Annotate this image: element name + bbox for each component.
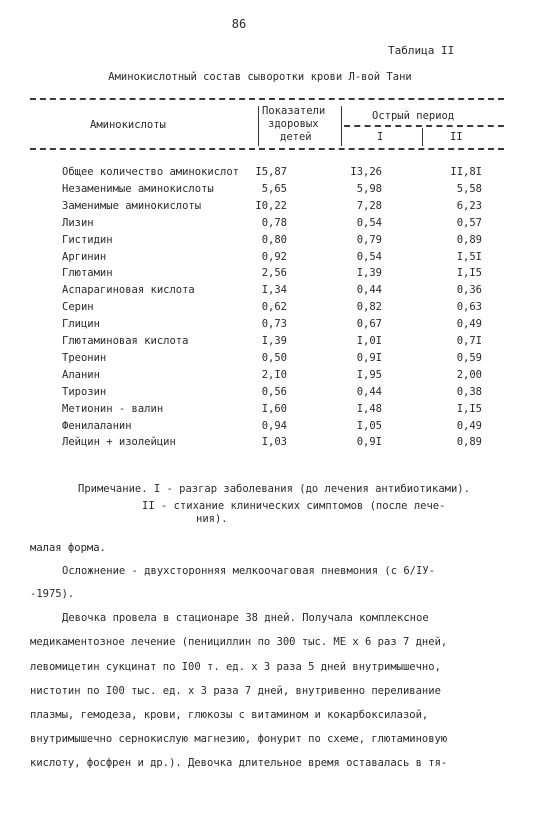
body-line-7: нистотин по I00 тыс. ед. х 3 раза 7 дней, внутривенно переливание (30, 685, 441, 697)
table-row (0, 352, 535, 367)
healthy-value: I,03 (261, 436, 287, 449)
period-2-value: 5,58 (456, 182, 482, 195)
period-1-value: 5,98 (356, 182, 382, 195)
healthy-value: 0,56 (261, 385, 287, 398)
table-row (0, 403, 535, 418)
table-label: Таблица II (388, 44, 455, 57)
period-2-value: I,5I (456, 250, 482, 263)
table-row (0, 301, 535, 316)
header-separator-right (341, 106, 342, 146)
body-line-10: кислоту, фосфрен и др.). Девочка длительное время оставалась в тя- (30, 757, 448, 769)
body-line-8: плазмы, гемодеза, крови, глюкозы с витамином и кокарбоксилазой, (30, 709, 429, 721)
healthy-value: I,34 (261, 284, 287, 297)
period-2-value: 0,49 (456, 318, 482, 331)
amino-acid-name: Метионин - валин (62, 402, 164, 415)
period-2-value: 2,00 (456, 368, 482, 381)
period-2-value: 0,89 (456, 233, 482, 246)
period-2-value: 0,57 (456, 216, 482, 229)
header-period-1: I (377, 131, 384, 143)
period-1-value: I,95 (356, 368, 382, 381)
period-2-value: 0,63 (456, 301, 482, 314)
amino-acid-name: Фенилаланин (62, 419, 132, 432)
healthy-value: 0,62 (261, 301, 287, 314)
table-row (0, 284, 535, 299)
period-1-value: I3,26 (350, 166, 382, 178)
body-line-9: внутримышечно сернокислую магнезию, фонурит по схеме, глютаминовую (30, 733, 448, 745)
period-1-value: 0,9I (356, 351, 382, 364)
header-acute-period: Острый период (372, 110, 455, 122)
healthy-value: I0,22 (255, 199, 287, 212)
amino-acid-name: Глицин (62, 318, 100, 331)
amino-acid-name: Аспарагиновая кислота (62, 284, 195, 297)
table-row (0, 420, 535, 435)
header-separator-sub (422, 128, 423, 146)
period-2-value: I,I5 (456, 402, 482, 415)
table-row (0, 234, 535, 249)
table-row (0, 318, 535, 333)
healthy-value: 0,73 (261, 318, 287, 331)
period-1-value: 0,54 (356, 216, 382, 229)
period-2-value: 0,49 (456, 419, 482, 432)
table-row (0, 183, 535, 198)
amino-acid-name: Аргинин (62, 250, 107, 263)
table-header-bottom-rule (30, 148, 504, 150)
period-2-value: 0,36 (456, 284, 482, 297)
table-row (0, 369, 535, 384)
period-1-value: 0,44 (356, 385, 382, 398)
table-row (0, 217, 535, 232)
header-separator-left (258, 106, 259, 146)
healthy-value: 0,80 (261, 233, 287, 246)
body-line-2: Осложнение - двухсторонняя мелкоочаговая пневмония (с 6/IУ- (62, 565, 435, 577)
note-line-2: II - стихание клинических симптомов (после лече- (142, 500, 446, 512)
period-1-value: 0,82 (356, 301, 382, 314)
period-1-value: 0,67 (356, 318, 382, 331)
amino-acid-name: Серин (62, 301, 94, 314)
page-number: 86 (231, 17, 247, 31)
amino-acid-name: Лейцин + изолейцин (62, 436, 176, 449)
healthy-value: I5,87 (255, 166, 287, 178)
amino-acid-name: Глютаминовая кислота (62, 335, 189, 347)
period-2-value: 0,89 (456, 436, 482, 449)
table-caption: Аминокислотный состав сыворотки крови Л-вой Тани (108, 71, 412, 83)
header-healthy-line3: детей (280, 131, 312, 143)
body-line-3: -1975). (30, 588, 75, 600)
amino-acid-name: Глютамин (62, 267, 113, 280)
table-top-rule (30, 98, 504, 100)
acute-period-rule (344, 125, 504, 127)
table-row (0, 267, 535, 282)
header-amino-acids: Аминокислоты (90, 119, 166, 131)
amino-acid-name: Аланин (62, 368, 100, 381)
amino-acid-name: Треонин (62, 351, 107, 364)
period-1-value: I,0I (356, 335, 382, 347)
healthy-value: 0,50 (261, 351, 287, 364)
amino-acid-name: Незаменимые аминокислоты (62, 182, 214, 195)
healthy-value: 2,56 (261, 267, 287, 280)
amino-acid-name: Гистидин (62, 233, 113, 246)
table-row (0, 436, 535, 451)
period-2-value: I,I5 (456, 267, 482, 280)
header-period-2: II (450, 131, 463, 143)
period-1-value: I,48 (356, 402, 382, 415)
period-2-value: 0,38 (456, 385, 482, 398)
header-healthy-line2: здоровых (268, 118, 319, 130)
healthy-value: I,60 (261, 402, 287, 415)
table-row (0, 251, 535, 266)
period-1-value: I,39 (356, 267, 382, 280)
table-row (0, 166, 535, 181)
period-1-value: 0,9I (356, 436, 382, 449)
header-healthy-line1: Показатели (262, 105, 326, 117)
note-line-1: Примечание. I - разгар заболевания (до лечения антибиотиками). (78, 483, 470, 495)
body-line-6: левомицетин сукцинат по I00 т. ед. х 3 раза 5 дней внутримышечно, (30, 661, 441, 673)
period-1-value: 7,28 (356, 199, 382, 212)
period-2-value: 0,7I (456, 335, 482, 347)
period-2-value: II,8I (450, 166, 482, 178)
period-2-value: 0,59 (456, 351, 482, 364)
healthy-value: 0,78 (261, 216, 287, 229)
amino-acid-name: Общее количество аминокислот (62, 166, 240, 178)
healthy-value: 5,65 (261, 182, 287, 195)
table-row (0, 335, 535, 350)
body-line-1: малая форма. (30, 542, 106, 554)
table-row (0, 200, 535, 215)
period-2-value: 6,23 (456, 199, 482, 212)
amino-acid-name: Тирозин (62, 385, 107, 398)
period-1-value: 0,54 (356, 250, 382, 263)
period-1-value: 0,79 (356, 233, 382, 246)
period-1-value: 0,44 (356, 284, 382, 297)
healthy-value: 2,I0 (261, 368, 287, 381)
note-line-3: ния). (196, 513, 228, 525)
body-line-5: медикаментозное лечение (пенициллин по 300 тыс. МЕ х 6 раз 7 дней, (30, 636, 448, 648)
body-line-4: Девочка провела в стационаре 38 дней. Получала комплексное (62, 612, 429, 624)
healthy-value: I,39 (261, 335, 287, 347)
amino-acid-name: Лизин (62, 216, 94, 229)
table-row (0, 386, 535, 401)
amino-acid-name: Заменимые аминокислоты (62, 199, 202, 212)
healthy-value: 0,92 (261, 250, 287, 263)
period-1-value: I,05 (356, 419, 382, 432)
healthy-value: 0,94 (261, 419, 287, 432)
